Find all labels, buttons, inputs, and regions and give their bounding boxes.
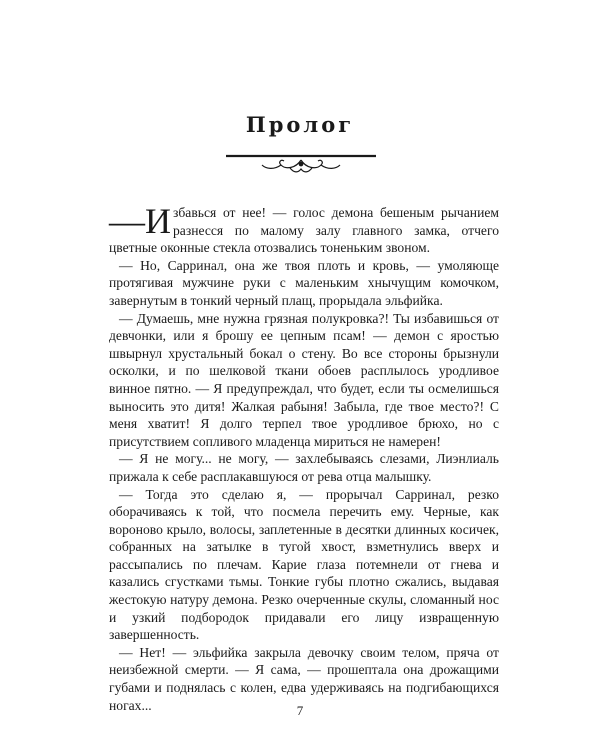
paragraph: — Нет! — эльфийка закрыла девочку своим телом, пряча от неизбежной смерти. — Я сама, — прошептала она дрожащими губами и поднялась с колен, едва удерживаясь на подгибающихся ногах...	[109, 644, 499, 713]
chapter-title: Пролог	[245, 112, 355, 137]
paragraph-text: збавься от нее! — голос демона бешеным рычанием разнесся по малому залу главного замка, отчего цветные оконные стекла отозвались тоненьким звоном.	[109, 205, 499, 256]
prologue-text	[109, 201, 499, 714]
ornament-divider-icon	[226, 148, 376, 178]
paragraph: — Но, Сарринал, она же твоя плоть и кровь, — умоляюще протягивая мужчине руки с маленьким хнычущим комочком, завернутым в тонкий черный плащ, прорыдала эльфийка.	[109, 257, 499, 308]
paragraph	[109, 201, 499, 257]
paragraph: — Я не могу... не могу, — захлебываясь слезами, Лиэнлиаль прижала к себе расплакавшуюся от рева отца малышку.	[109, 451, 499, 484]
drop-cap: —И	[109, 201, 171, 241]
paragraph: — Тогда это сделаю я, — прорычал Сарринал, резко оборачиваясь к той, что посмела перечить ему. Черные, как вороново крыло, волосы, заплетенные в десятки длинных косичек, собранных на затылке в тугой хвост, взметнулись вверх и рассыпались по плечам. Карие глаза потемнели от гнева и казались сгустками тьмы. Тонкие губы плотно сжались, выдавая жестокую натуру демона. Резко очерченные скулы, сломанный нос и узкий подбородок придавали его лицу извращенную завершенность.	[109, 486, 499, 643]
paragraph: — Думаешь, мне нужна грязная полукровка?! Ты избавишься от девчонки, или я брошу ее цепным псам! — демон с яростью швырнул хрустальный бокал о стену. Во все стороны брызнули осколки, и по шелковой ткани обоев расплылось уродливое винное пятно. — Я предупреждал, что будет, если ты осмелишься выносить это дитя! Жалкая рабыня! Забыла, где твое место?! С меня хватит! Я долго терпел твое уродливое брюхо, но с присутствием сопливого младенца мириться не намерен!	[109, 310, 499, 449]
page-number: 7	[296, 703, 304, 718]
